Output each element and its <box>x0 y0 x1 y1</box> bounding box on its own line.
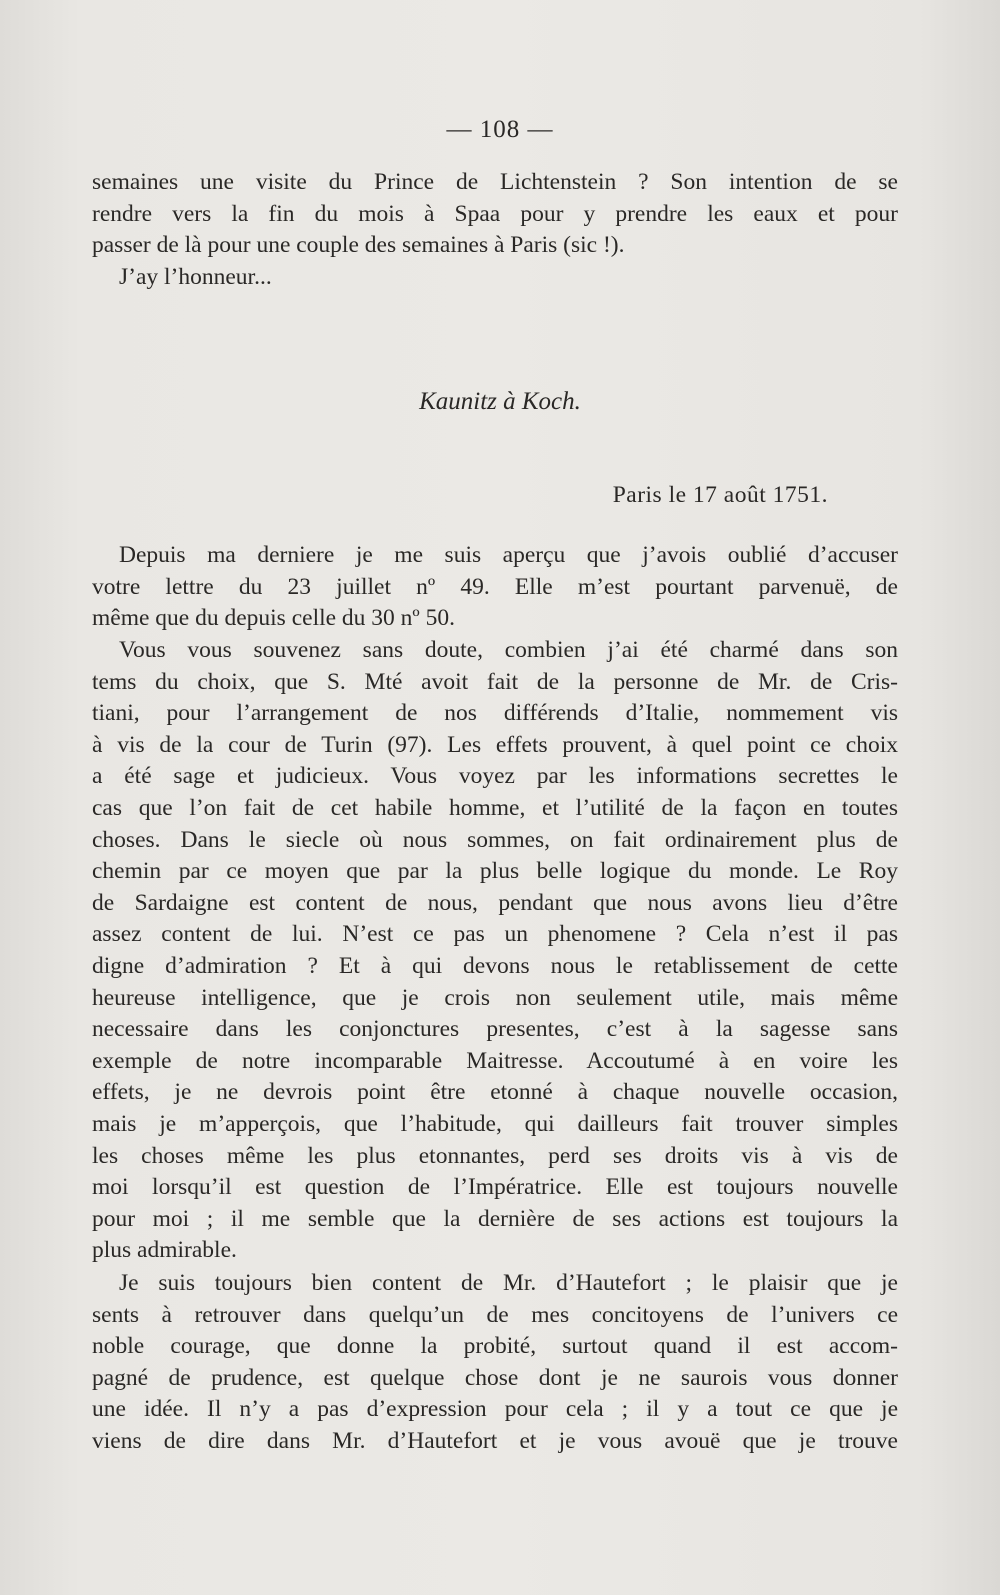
text-line: a été sage et judicieux. Vous voyez par les informations secrettes le <box>92 763 898 790</box>
text-line: pour moi ; il me semble que la dernière de ses actions est toujours la <box>92 1205 898 1232</box>
text-line: même que du depuis celle du 30 nº 50. <box>92 605 455 632</box>
paragraph-3 <box>92 1268 898 1458</box>
letter-heading: Kaunitz à Koch. <box>419 388 581 415</box>
text-line: de Sardaigne est content de nous, pendant que nous avons lieu d’être <box>92 889 898 916</box>
text-line: mais je m’apperçois, que l’habitude, qui dailleurs fait trouver simples <box>92 1110 898 1137</box>
text-line: assez content de lui. N’est ce pas un phenomene ? Cela n’est il pas <box>92 921 898 948</box>
text-line: digne d’admiration ? Et à qui devons nous le retablissement de cette <box>92 952 898 979</box>
text-line: exemple de notre incomparable Maitresse. Accoutumé à en voire les <box>92 1047 898 1074</box>
text-line: Vous vous souvenez sans doute, combien j’ai été charmé dans son <box>119 637 898 663</box>
text-line: votre lettre du 23 juillet nº 49. Elle m’est pourtant parvenuë, de <box>92 573 898 600</box>
text-line: plus admirable. <box>92 1237 237 1264</box>
text-line: effets, je ne devrois point être etonné à chaque nouvelle occasion, <box>92 1079 898 1106</box>
text-line: chemin par ce moyen que par la plus belle logique du monde. Le Roy <box>92 858 898 885</box>
text-line: moi lorsqu’il est question de l’Impératrice. Elle est toujours nouvelle <box>92 1174 898 1201</box>
text-line: noble courage, que donne la probité, surtout quand il est accom- <box>92 1333 898 1360</box>
text-line: à vis de la cour de Turin (97). Les effets prouvent, à quel point ce choix <box>92 731 898 758</box>
text-line: passer de là pour une couple des semaines à Paris (sic !). <box>92 232 625 259</box>
text-line: Depuis ma derniere je me suis aperçu que j’avois oublié d’accuser <box>119 542 898 568</box>
text-line: les choses même les plus etonnantes, perd ses droits vis à vis de <box>92 1142 898 1169</box>
text-line: semaines une visite du Prince de Lichtenstein ? Son intention de se <box>92 169 898 195</box>
opening-text <box>92 167 898 293</box>
text-line: rendre vers la fin du mois à Spaa pour y prendre les eaux et pour <box>92 200 898 227</box>
text-line: J’ay l’honneur... <box>119 263 272 290</box>
letter-dateline: Paris le 17 août 1751. <box>612 482 828 508</box>
paragraph-2 <box>92 635 898 1267</box>
text-line: pagné de prudence, est quelque chose dont je ne saurois vous donner <box>92 1364 898 1391</box>
text-line: sents à retrouver dans quelqu’un de mes concitoyens de l’univers ce <box>92 1301 898 1328</box>
text-line: une idée. Il n’y a pas d’expression pour cela ; il y a tout ce que je <box>92 1396 898 1423</box>
page-number: — 108 — <box>446 116 554 143</box>
text-line: choses. Dans le siecle où nous sommes, on fait ordinairement plus de <box>92 826 898 853</box>
text-line: cas que l’on fait de cet habile homme, et l’utilité de la façon en toutes <box>92 794 898 821</box>
text-line: tems du choix, que S. Mté avoit fait de la personne de Mr. de Cris- <box>92 668 898 695</box>
text-line: tiani, pour l’arrangement de nos différends d’Italie, nommement vis <box>92 700 898 727</box>
text-line: Je suis toujours bien content de Mr. d’Hautefort ; le plaisir que je <box>119 1270 898 1296</box>
text-line: heureuse intelligence, que je crois non seulement utile, mais même <box>92 984 898 1011</box>
text-line: necessaire dans les conjonctures presentes, c’est à la sagesse sans <box>92 1016 898 1043</box>
paragraph-1 <box>92 540 898 635</box>
text-line: viens de dire dans Mr. d’Hautefort et je vous avouë que je trouve <box>92 1427 898 1454</box>
